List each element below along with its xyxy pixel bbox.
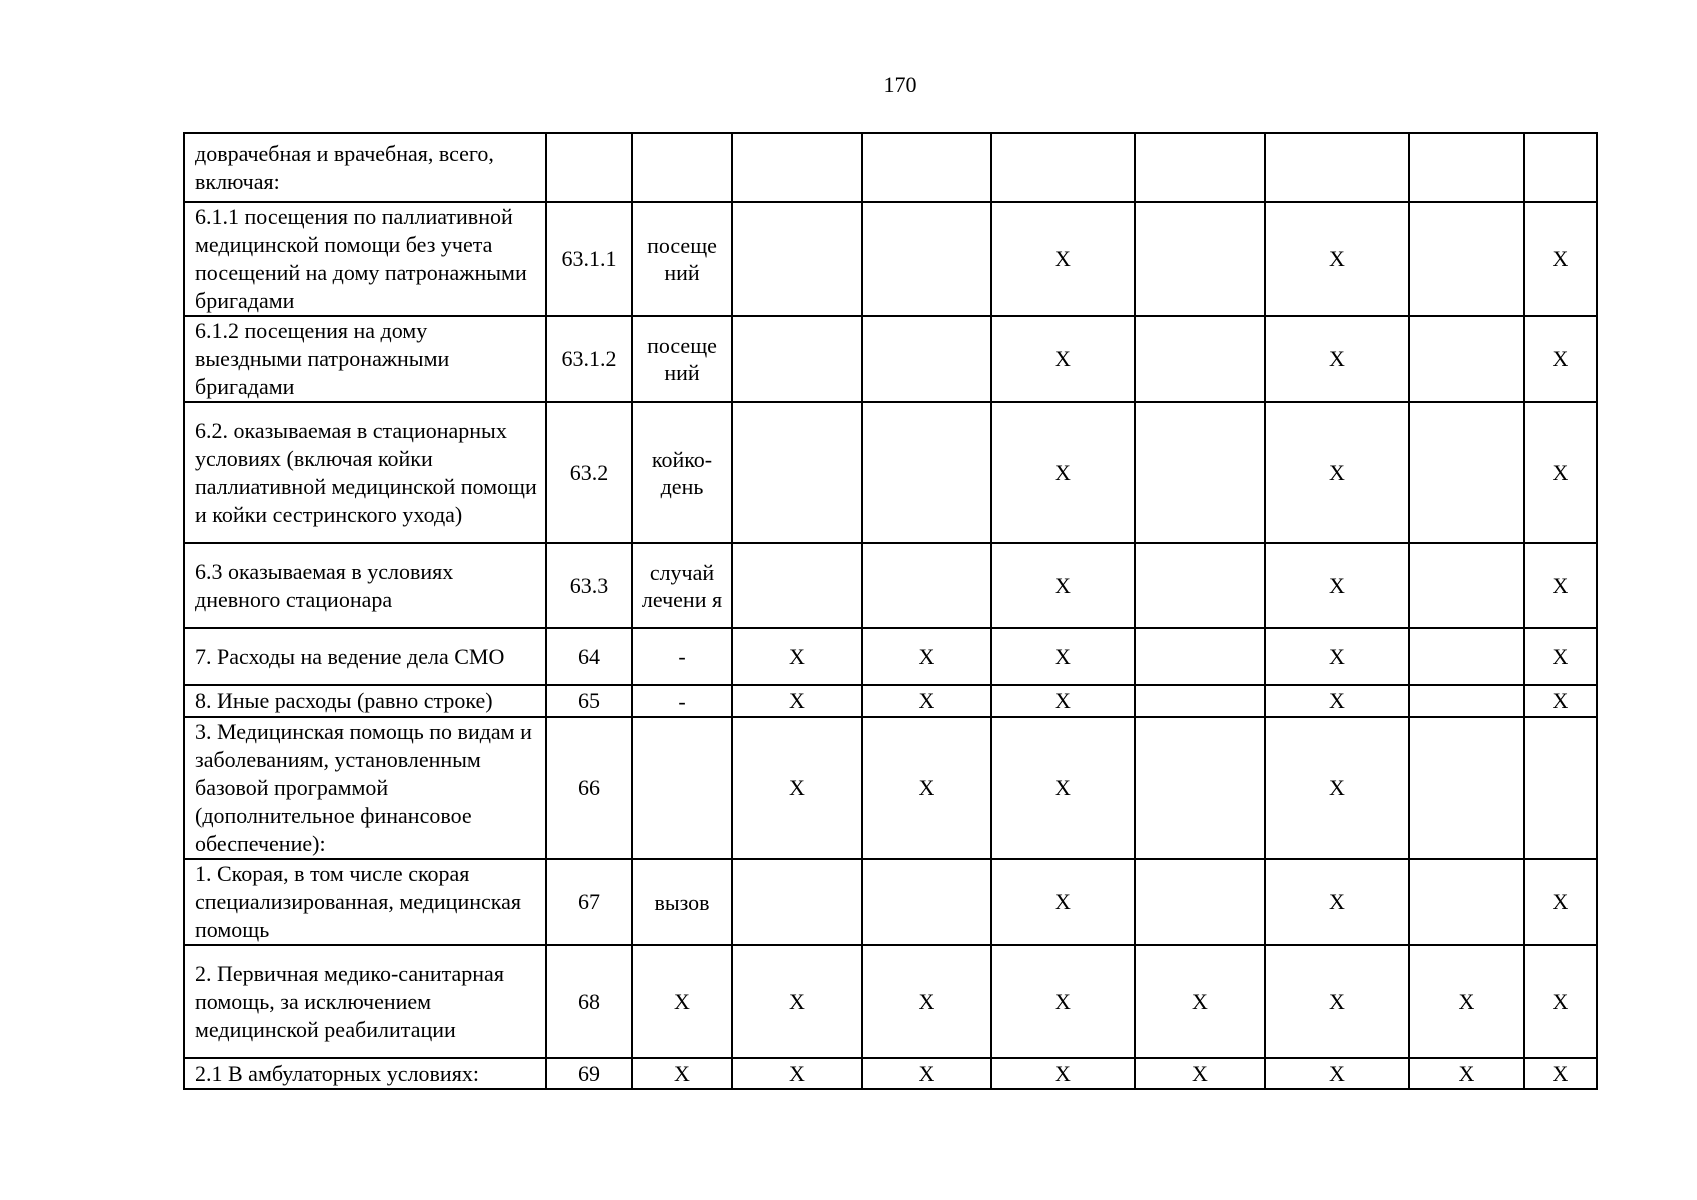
- table-cell: X: [732, 685, 862, 717]
- table-cell: X: [862, 717, 991, 859]
- row-code: 69: [546, 1058, 632, 1089]
- row-name: 1. Скорая, в том числе скорая специализированная, медицинская помощь: [184, 859, 546, 945]
- row-code: 68: [546, 945, 632, 1058]
- table-cell: X: [991, 202, 1135, 316]
- table-cell: X: [1524, 316, 1597, 402]
- row-name: 6.1.2 посещения на дому выездными патронажными бригадами: [184, 316, 546, 402]
- table-cell: [732, 316, 862, 402]
- table-cell: [1409, 133, 1524, 202]
- table-cell: X: [1524, 1058, 1597, 1089]
- table-cell: X: [1265, 543, 1409, 628]
- table-cell: X: [1524, 859, 1597, 945]
- table-cell: X: [991, 859, 1135, 945]
- table-cell: X: [1409, 945, 1524, 1058]
- row-name: 6.1.1 посещения по паллиативной медицинской помощи без учета посещений на дому патронажными бригадами: [184, 202, 546, 316]
- table-cell: X: [1409, 1058, 1524, 1089]
- table-cell: X: [1265, 717, 1409, 859]
- table-cell: [1135, 685, 1265, 717]
- table-cell: [1409, 202, 1524, 316]
- table-cell: [862, 402, 991, 543]
- row-name: 7. Расходы на ведение дела СМО: [184, 628, 546, 685]
- table-cell: X: [1135, 945, 1265, 1058]
- table-cell: X: [732, 1058, 862, 1089]
- table-cell: [1265, 133, 1409, 202]
- table-cell: X: [1265, 628, 1409, 685]
- table-cell: [1135, 316, 1265, 402]
- table-cell: X: [732, 628, 862, 685]
- table-cell: [732, 543, 862, 628]
- row-unit: -: [632, 685, 732, 717]
- row-unit: койко-день: [632, 402, 732, 543]
- table-cell: X: [991, 1058, 1135, 1089]
- row-unit: X: [632, 945, 732, 1058]
- row-name: 6.2. оказываемая в стационарных условиях (включая койки паллиативной медицинской помощи и койки сестринского ухода): [184, 402, 546, 543]
- table-cell: X: [991, 628, 1135, 685]
- table-row: [184, 628, 1597, 685]
- table-cell: X: [1135, 1058, 1265, 1089]
- table-cell: [1409, 316, 1524, 402]
- table-row: [184, 202, 1597, 316]
- table-cell: X: [1265, 402, 1409, 543]
- table-cell: [1135, 202, 1265, 316]
- table-cell: [1135, 133, 1265, 202]
- row-code: 67: [546, 859, 632, 945]
- table-row: [184, 543, 1597, 628]
- row-code: 63.1.1: [546, 202, 632, 316]
- table-cell: [862, 316, 991, 402]
- table-cell: X: [1524, 202, 1597, 316]
- table-cell: [732, 859, 862, 945]
- table-cell: X: [1265, 202, 1409, 316]
- table-cell: X: [991, 685, 1135, 717]
- table-cell: X: [732, 945, 862, 1058]
- table-cell: X: [1524, 945, 1597, 1058]
- row-unit: вызов: [632, 859, 732, 945]
- table-row: [184, 717, 1597, 859]
- row-name: 2. Первичная медико-санитарная помощь, за исключением медицинской реабилитации: [184, 945, 546, 1058]
- table-cell: X: [862, 685, 991, 717]
- table-cell: [1135, 543, 1265, 628]
- table-cell: X: [732, 717, 862, 859]
- row-name: 8. Иные расходы (равно строке): [184, 685, 546, 717]
- table-row: [184, 859, 1597, 945]
- table-cell: [732, 202, 862, 316]
- table-cell: X: [991, 717, 1135, 859]
- table-row: [184, 685, 1597, 717]
- table-row: [184, 945, 1597, 1058]
- row-unit: посеще ний: [632, 202, 732, 316]
- table-cell: X: [991, 543, 1135, 628]
- table-cell: X: [1265, 945, 1409, 1058]
- table-cell: [1409, 402, 1524, 543]
- row-code: 64: [546, 628, 632, 685]
- table-cell: [1524, 717, 1597, 859]
- row-unit: случай лечени я: [632, 543, 732, 628]
- row-unit: посеще ний: [632, 316, 732, 402]
- table-row: [184, 402, 1597, 543]
- table-cell: [1409, 543, 1524, 628]
- table-cell: X: [1265, 1058, 1409, 1089]
- row-unit: -: [632, 628, 732, 685]
- row-code: 63.1.2: [546, 316, 632, 402]
- table-cell: X: [1524, 685, 1597, 717]
- page-number: 170: [883, 72, 917, 97]
- table-cell: X: [1524, 402, 1597, 543]
- table-cell: [991, 133, 1135, 202]
- table-cell: X: [1265, 685, 1409, 717]
- table-cell: [862, 133, 991, 202]
- table-cell: X: [991, 316, 1135, 402]
- table-cell: [1135, 628, 1265, 685]
- row-code: 63.2: [546, 402, 632, 543]
- row-name: доврачебная и врачебная, всего, включая:: [184, 133, 546, 202]
- table-cell: X: [991, 945, 1135, 1058]
- table-cell: [1135, 859, 1265, 945]
- table-cell: X: [1524, 628, 1597, 685]
- row-unit: [632, 133, 732, 202]
- table-cell: X: [862, 628, 991, 685]
- table-cell: [1135, 402, 1265, 543]
- row-name: 3. Медицинская помощь по видам и заболеваниям, установленным базовой программой (дополнительное финансовое обеспечение):: [184, 717, 546, 859]
- row-code: [546, 133, 632, 202]
- table-cell: X: [1265, 316, 1409, 402]
- row-code: 65: [546, 685, 632, 717]
- table-cell: [1524, 133, 1597, 202]
- table-cell: X: [862, 945, 991, 1058]
- table-row: [184, 133, 1597, 202]
- table-cell: [1135, 717, 1265, 859]
- table-cell: [732, 133, 862, 202]
- report-table: [183, 132, 1598, 1090]
- table-cell: [862, 859, 991, 945]
- table-cell: X: [1265, 859, 1409, 945]
- row-code: 63.3: [546, 543, 632, 628]
- row-name: 6.3 оказываемая в условиях дневного стационара: [184, 543, 546, 628]
- table-cell: [862, 202, 991, 316]
- table-cell: [732, 402, 862, 543]
- table-cell: X: [1524, 543, 1597, 628]
- row-code: 66: [546, 717, 632, 859]
- table-cell: [1409, 717, 1524, 859]
- row-unit: [632, 717, 732, 859]
- table-cell: [1409, 859, 1524, 945]
- table-row: [184, 1058, 1597, 1089]
- table-cell: [1409, 628, 1524, 685]
- table-cell: [862, 543, 991, 628]
- row-name: 2.1 В амбулаторных условиях:: [184, 1058, 546, 1089]
- table-cell: [1409, 685, 1524, 717]
- table-cell: X: [991, 402, 1135, 543]
- row-unit: X: [632, 1058, 732, 1089]
- table-row: [184, 316, 1597, 402]
- table-cell: X: [862, 1058, 991, 1089]
